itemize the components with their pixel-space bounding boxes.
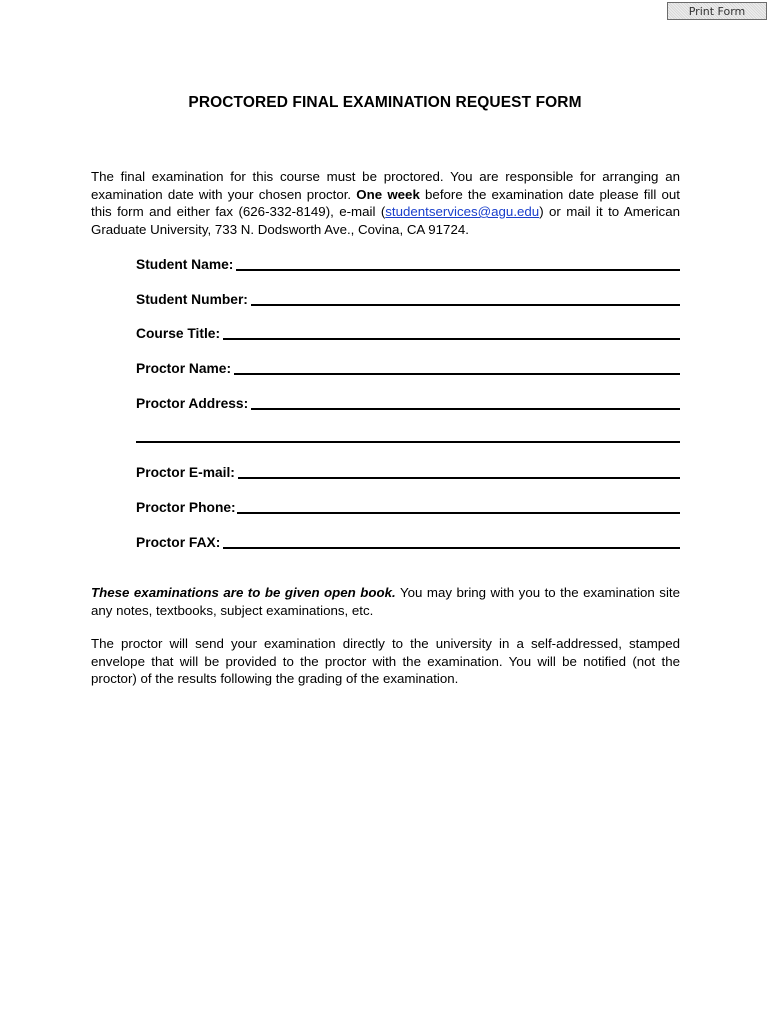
course-title-input-line[interactable] xyxy=(223,323,680,340)
course-title-label: Course Title: xyxy=(136,326,221,341)
form-title: PROCTORED FINAL EXAMINATION REQUEST FORM xyxy=(188,94,582,111)
open-book-emphasis: These examinations are to be given open book. xyxy=(91,585,396,600)
proctor-address-input-line[interactable] xyxy=(251,393,680,410)
proctor-name-field[interactable] xyxy=(136,358,680,376)
intro-paragraph xyxy=(91,168,680,238)
proctor-phone-label: Proctor Phone: xyxy=(136,500,236,515)
intro-text-2: before the examination date please fill out this form and either fax (626-332-8149), e-mail ( xyxy=(91,186,680,219)
student-number-label: Student Number: xyxy=(136,292,248,307)
print-form-button[interactable]: Print Form xyxy=(667,2,767,20)
proctor-address-label: Proctor Address: xyxy=(136,396,249,411)
proctor-address-line-2[interactable] xyxy=(136,441,680,443)
student-name-label: Student Name: xyxy=(136,257,234,272)
proctor-email-input-line[interactable] xyxy=(238,462,680,479)
proctor-name-input-line[interactable] xyxy=(234,358,680,375)
proctor-address-field[interactable] xyxy=(136,393,680,411)
open-book-text: You may bring with you to the examination site any notes, textbooks, subject examinations, etc. xyxy=(91,585,680,618)
student-number-field[interactable] xyxy=(136,289,680,307)
student-name-field[interactable] xyxy=(136,254,680,272)
intro-text-1: The final examination for this course must be proctored. You are responsible for arranging an examination date with your chosen proctor. xyxy=(91,169,680,202)
proctor-fax-input-line[interactable] xyxy=(223,532,680,549)
intro-bold-text: One week xyxy=(356,186,420,202)
proctor-email-label: Proctor E-mail: xyxy=(136,465,235,480)
proctor-fax-label: Proctor FAX: xyxy=(136,535,221,550)
proctor-email-field[interactable] xyxy=(136,462,680,480)
proctor-phone-input-line[interactable] xyxy=(237,497,680,514)
open-book-paragraph xyxy=(91,584,680,619)
proctor-name-label: Proctor Name: xyxy=(136,361,232,376)
proctor-phone-field[interactable] xyxy=(136,497,680,515)
student-number-input-line[interactable] xyxy=(251,289,680,306)
student-name-input-line[interactable] xyxy=(236,254,680,271)
proctor-note-paragraph: The proctor will send your examination directly to the university in a self-addressed, stamped envelope that will be provided to the proctor with the examination. You will be notified (not the proctor) of the results following the grading of the examination. xyxy=(91,636,680,686)
intro-text-3: ) or mail it to American Graduate University, 733 N. Dodsworth Ave., Covina, CA 91724. xyxy=(91,204,680,237)
email-link[interactable]: studentservices@agu.edu xyxy=(385,204,540,219)
proctor-fax-field[interactable] xyxy=(136,532,680,550)
course-title-field[interactable] xyxy=(136,323,680,341)
